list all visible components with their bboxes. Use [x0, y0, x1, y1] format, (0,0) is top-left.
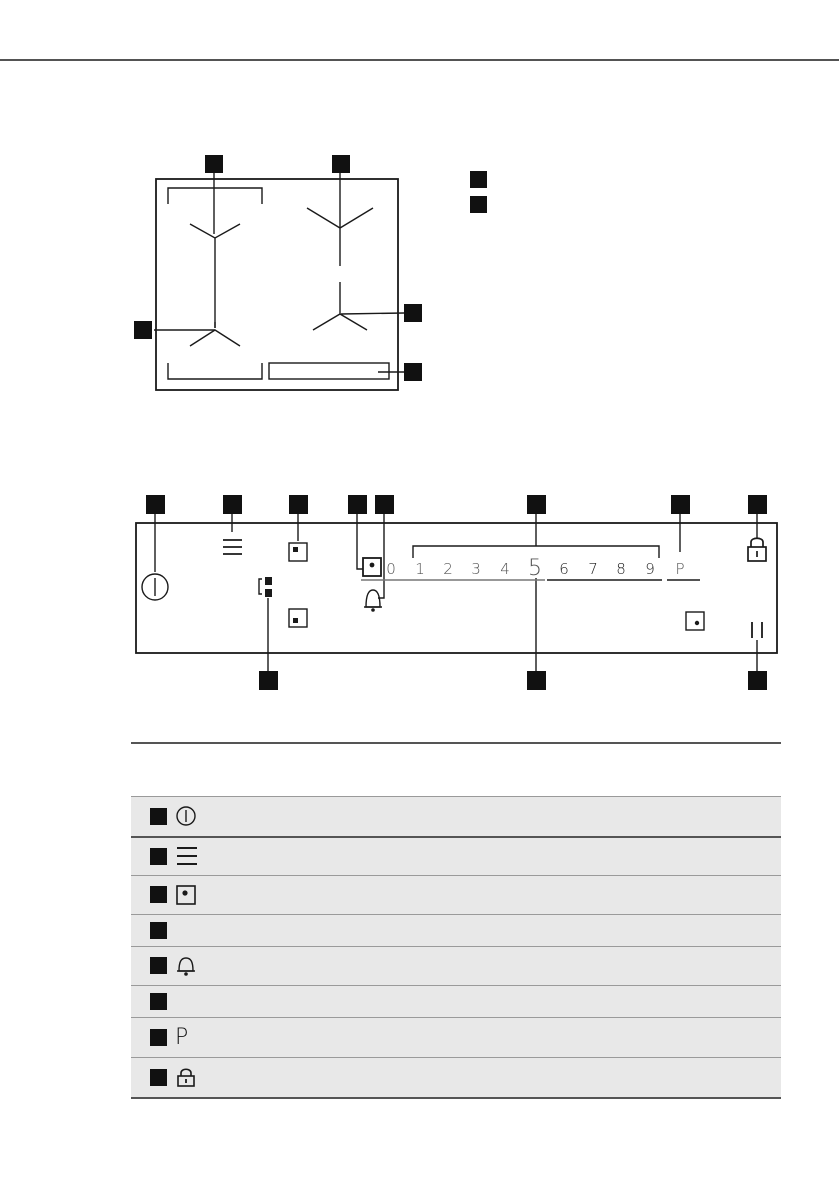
scale-digit[interactable]: 9 [645, 560, 655, 578]
zone-cross-right-bottom [313, 282, 367, 330]
row-number-marker [150, 1069, 167, 1086]
row-number-cell [131, 837, 175, 876]
legend-marker-square [470, 196, 487, 213]
cooktop-outline [156, 179, 398, 390]
bridge-icon[interactable] [259, 577, 272, 597]
row-function-cell [215, 876, 781, 915]
dot-button-icon[interactable] [686, 612, 704, 630]
scale-digit[interactable]: 8 [616, 560, 626, 578]
row-number-cell [131, 1058, 175, 1098]
scale-digit[interactable]: 2 [443, 560, 453, 578]
leader-panel-5 [378, 514, 384, 598]
scale-digit[interactable]: 3 [471, 560, 481, 578]
marker-square [259, 671, 278, 690]
legend-marker-square [470, 171, 487, 188]
row-symbol-cell [175, 1018, 215, 1058]
row-function-cell [215, 947, 781, 986]
table-row [131, 915, 781, 947]
table-row [131, 876, 781, 915]
row-number-cell [131, 876, 175, 915]
zone-cross-left-top [190, 224, 240, 244]
row-number-cell [131, 797, 175, 837]
power-boost-p[interactable]: P [675, 560, 685, 578]
row-function-cell [215, 915, 781, 947]
menu-lines-icon [175, 845, 199, 867]
marker-square [289, 495, 308, 514]
marker-square [223, 495, 242, 514]
zone-selector-front-icon[interactable] [289, 609, 307, 627]
marker-square [748, 671, 767, 690]
marker-square [404, 304, 422, 322]
row-number-marker [150, 1029, 167, 1046]
cooktop-layout-diagram [154, 172, 404, 390]
pause-icon[interactable] [752, 622, 762, 638]
row-symbol-cell [175, 947, 215, 986]
row-number-cell [131, 947, 175, 986]
marker-square [671, 495, 690, 514]
row-function-cell [215, 986, 781, 1018]
row-symbol-cell [175, 797, 215, 837]
control-panel-diagram [136, 514, 777, 676]
bridge-zone-bracket [168, 188, 262, 204]
marker-square [205, 155, 223, 173]
power-boost-symbol: P [175, 1025, 189, 1050]
zone-selector-rear-icon[interactable] [289, 543, 307, 561]
bridge-zone-bottom-bracket [168, 363, 262, 379]
table-row [131, 986, 781, 1018]
scale-digit-selected[interactable]: 5 [528, 556, 542, 581]
menu-lines-icon[interactable] [223, 540, 242, 554]
scale-digit[interactable]: 4 [500, 560, 510, 578]
row-number-marker [150, 848, 167, 865]
row-number-cell [131, 915, 175, 947]
row-symbol-cell [175, 837, 215, 876]
power-icon [175, 805, 197, 827]
panel-number-markers [146, 495, 767, 690]
marker-square [748, 495, 767, 514]
row-symbol-cell [175, 915, 215, 947]
marker-square [332, 155, 350, 173]
bell-icon[interactable] [364, 590, 382, 612]
table-row [131, 837, 781, 876]
row-function-cell [215, 1018, 781, 1058]
row-symbol-cell [175, 1058, 215, 1098]
row-function-cell [215, 837, 781, 876]
row-number-marker [150, 922, 167, 939]
cooktop-number-markers [134, 155, 487, 381]
power-scale[interactable] [386, 556, 684, 581]
timer-button-icon[interactable] [363, 558, 381, 576]
table-header-row [131, 743, 781, 797]
leader-5 [341, 313, 404, 314]
row-symbol-cell [175, 986, 215, 1018]
row-number-marker [150, 808, 167, 825]
lock-icon[interactable] [748, 538, 766, 561]
marker-square [146, 495, 165, 514]
marker-square [134, 321, 152, 339]
control-panel-outline [136, 523, 777, 653]
table-row [131, 1018, 781, 1058]
scale-digit[interactable]: 1 [415, 560, 425, 578]
control-panel-area [269, 363, 389, 379]
row-number-marker [150, 957, 167, 974]
table-row [131, 797, 781, 837]
row-function-cell [215, 1058, 781, 1098]
marker-square [527, 495, 546, 514]
functions-table [131, 742, 781, 1099]
table-row [131, 947, 781, 986]
marker-square [348, 495, 367, 514]
row-number-marker [150, 993, 167, 1010]
zone-selector-icon [175, 884, 197, 906]
row-function-cell [215, 797, 781, 837]
lock-icon [175, 1066, 197, 1088]
row-number-marker [150, 886, 167, 903]
marker-square [404, 363, 422, 381]
power-icon[interactable] [142, 574, 168, 600]
bell-icon [175, 955, 197, 977]
marker-square [527, 671, 546, 690]
row-number-cell [131, 1018, 175, 1058]
scale-digit[interactable]: 7 [588, 560, 598, 578]
row-symbol-cell [175, 876, 215, 915]
table-row [131, 1058, 781, 1098]
table-header-cell [131, 743, 781, 797]
marker-square [375, 495, 394, 514]
scale-digit[interactable]: 6 [559, 560, 569, 578]
scale-digit[interactable]: 0 [386, 560, 396, 578]
row-number-cell [131, 986, 175, 1018]
